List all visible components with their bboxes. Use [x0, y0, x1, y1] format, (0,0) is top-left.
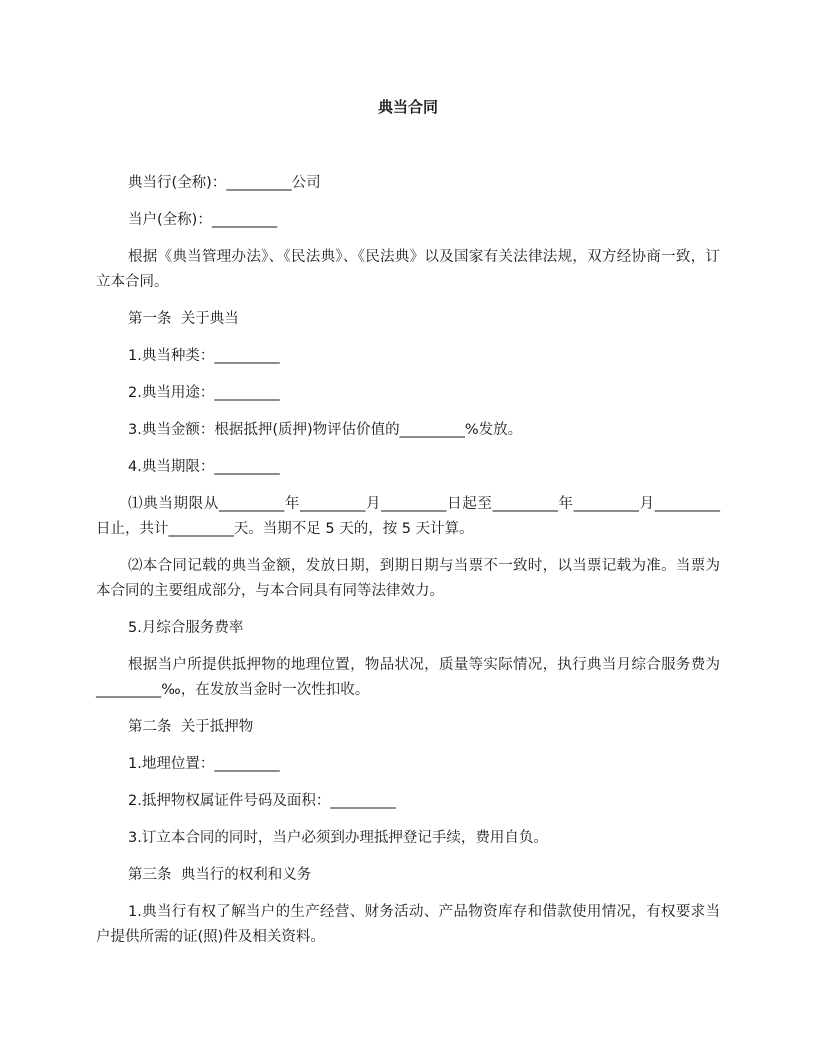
- paragraph-pawnshop-rights: 1.典当行有权了解当户的生产经营、财务活动、产品物资库存和借款使用情况，有权要求当户提供所需的证(照)件及相关资料。: [96, 904, 720, 945]
- paragraph-title-certificate: 2.抵押物权属证件号码及面积：_________: [128, 793, 396, 809]
- paragraph-pawn-term: 4.典当期限：_________: [128, 459, 280, 475]
- paragraph-pawn-amount: 3.典当金额：根据抵押(质押)物评估价值的_________%发放。: [128, 422, 523, 438]
- paragraph-service-fee-heading: 5.月综合服务费率: [128, 620, 244, 636]
- paragraph-pawnshop-name: 典当行(全称)：_________公司: [128, 175, 321, 191]
- article-3-heading: 第三条 典当行的权利和义务: [128, 867, 312, 883]
- paragraph-registration: 3.订立本合同的同时，当户必须到办理抵押登记手续，费用自负。: [128, 830, 548, 846]
- paragraph-ticket-precedence: ⑵本合同记载的典当金额，发放日期，到期日期与当票不一致时，以当票记载为准。当票为本合同的主要组成部分，与本合同具有同等法律效力。: [96, 558, 720, 599]
- paragraph-location: 1.地理位置：_________: [128, 756, 280, 772]
- article-1-heading: 第一条 关于典当: [128, 311, 239, 327]
- paragraph-term-dates: ⑴典当期限从_________年_________月_________日起至_________年_________月_________日止，共计_________天。当期不足 5 天的，按 5 天计算。: [96, 496, 720, 537]
- document-body: [96, 171, 720, 962]
- paragraph-preamble: 根据《典当管理办法》、《民法典》、《民法典》以及国家有关法律法规，双方经协商一致，订立本合同。: [96, 249, 720, 290]
- paragraph-service-fee: 根据当户所提供抵押物的地理位置，物品状况，质量等实际情况，执行典当月综合服务费为_________‰，在发放当金时一次性扣收。: [96, 657, 720, 698]
- article-2-heading: 第二条 关于抵押物: [128, 719, 254, 735]
- paragraph-pawn-type: 1.典当种类：_________: [128, 348, 280, 364]
- document-title: 典当合同: [377, 98, 438, 116]
- paragraph-pawn-purpose: 2.典当用途：_________: [128, 385, 280, 401]
- paragraph-customer-name: 当户(全称)：_________: [128, 212, 278, 228]
